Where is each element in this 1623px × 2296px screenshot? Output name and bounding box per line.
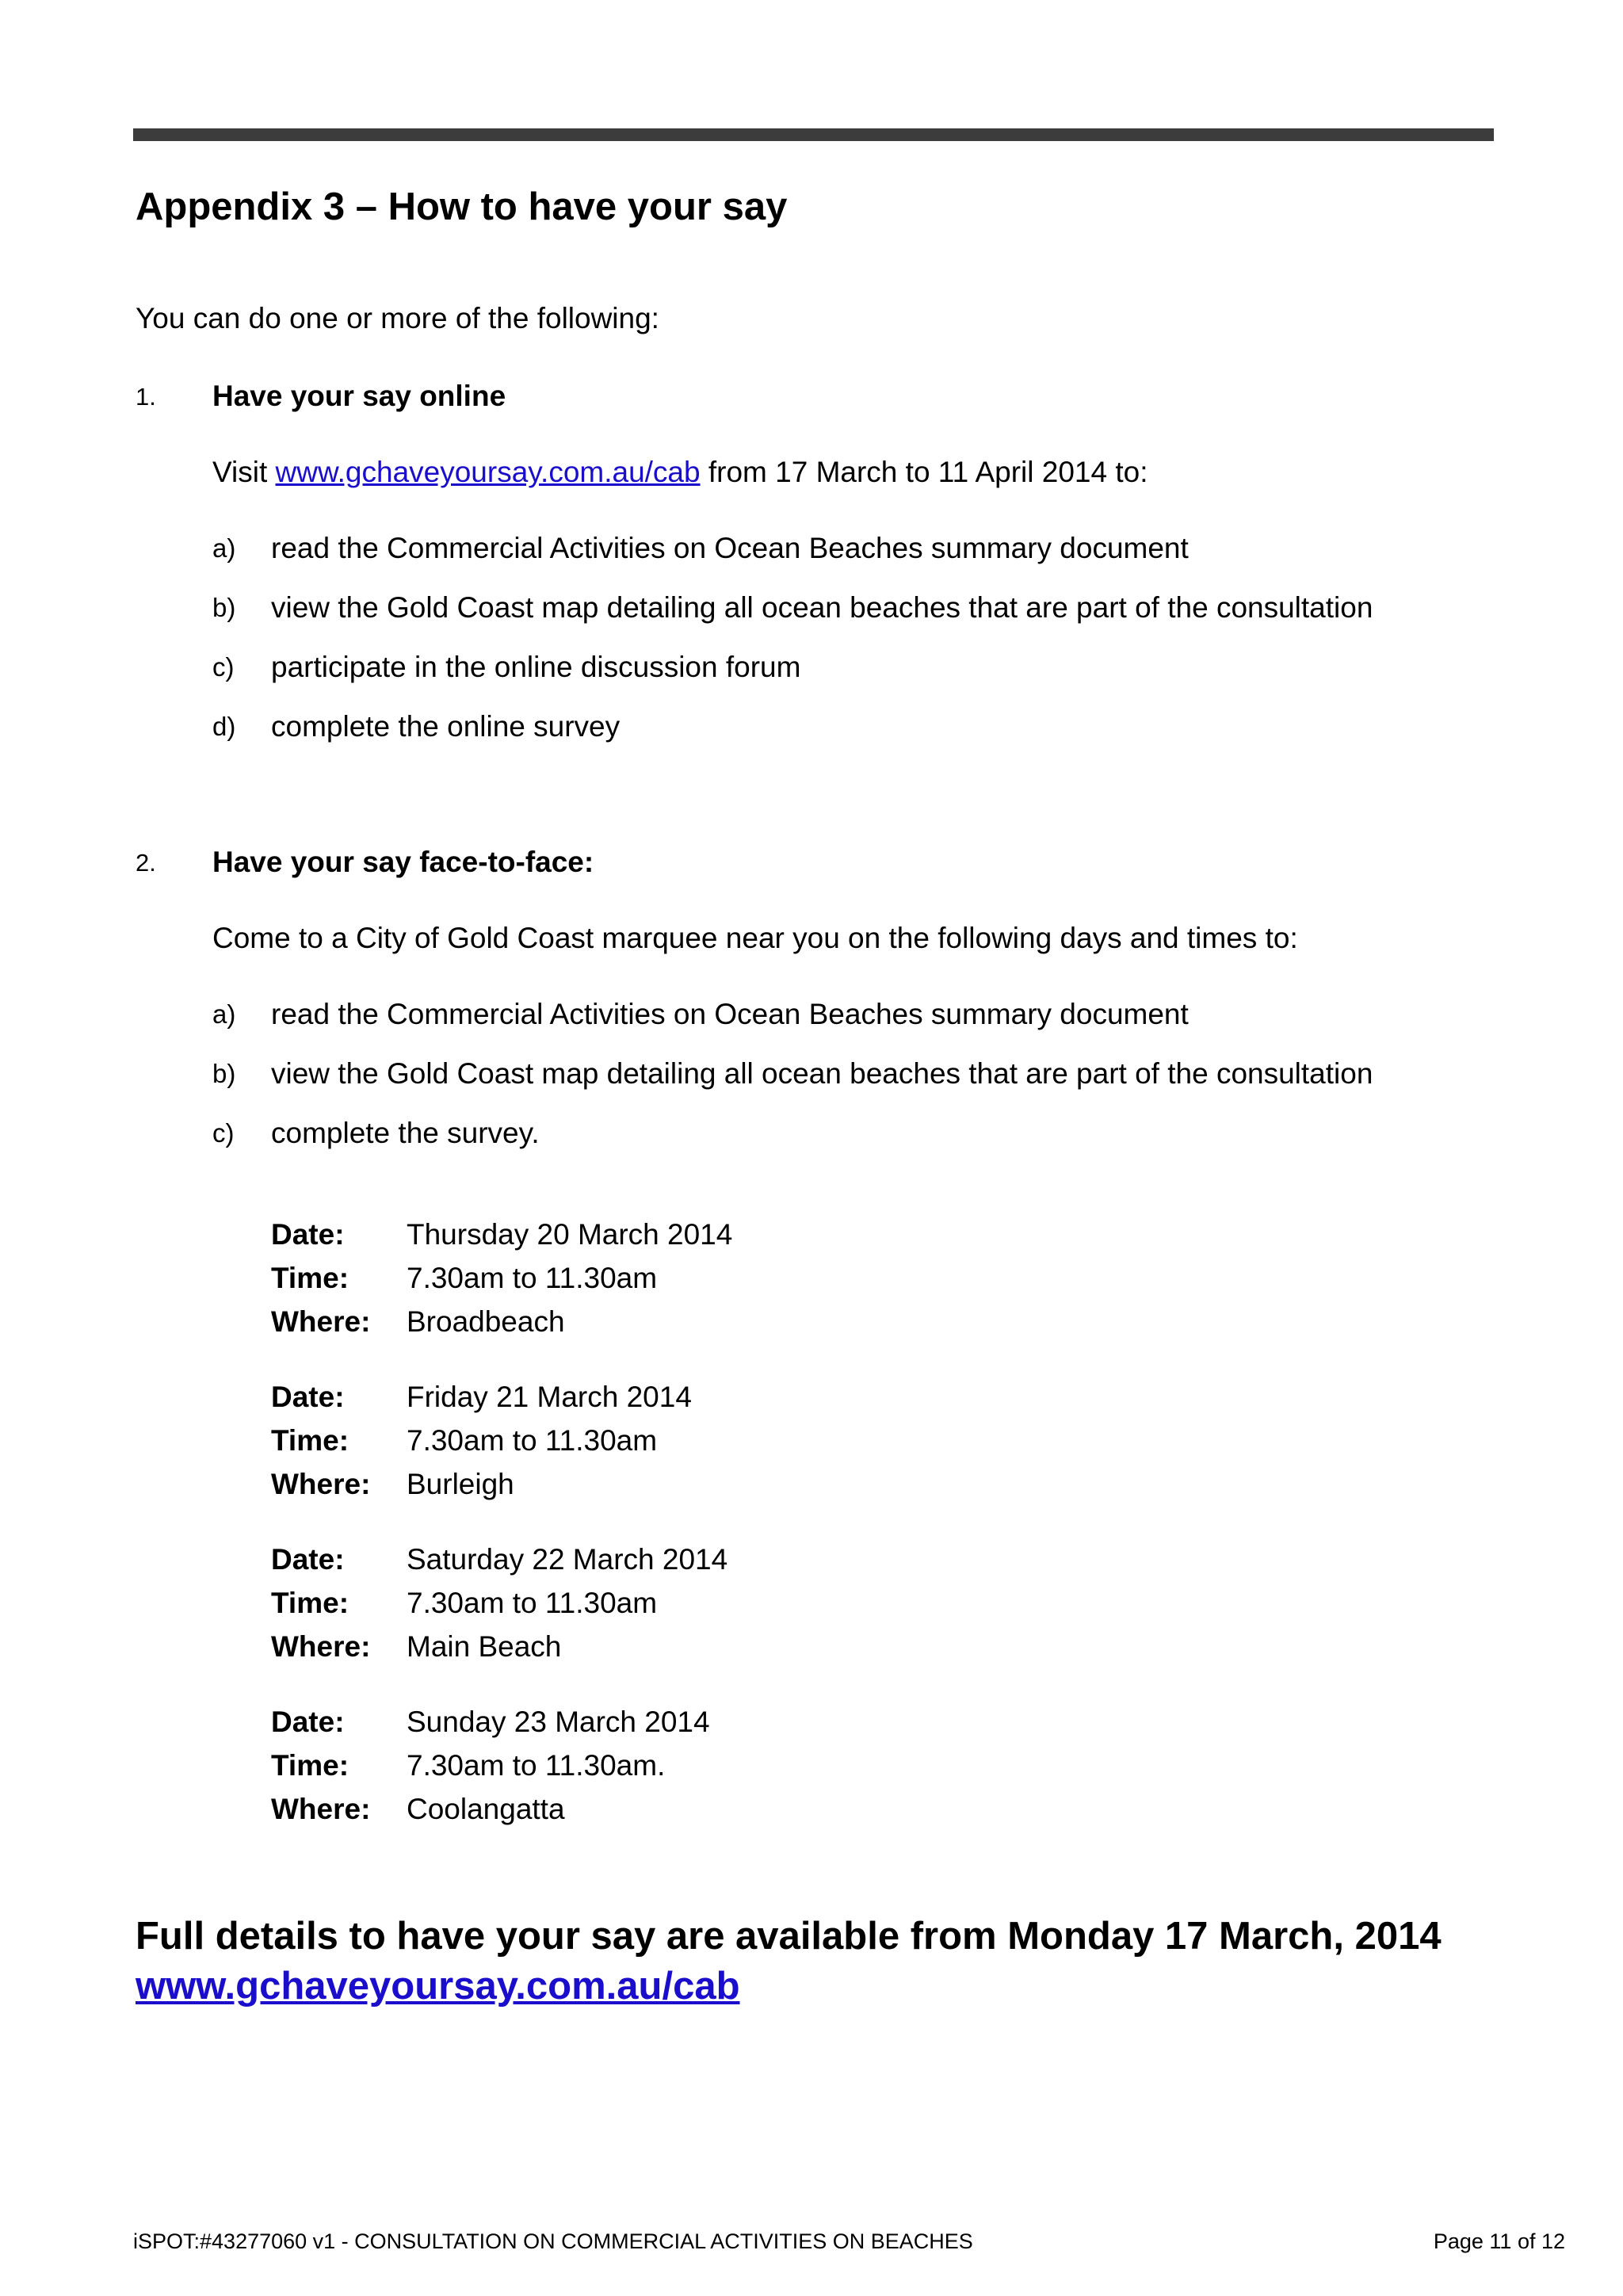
section-2-lead: Come to a City of Gold Coast marquee near you on the following days and times to: bbox=[212, 922, 1298, 954]
session-where-label: Where: bbox=[271, 1793, 371, 1825]
visit-link[interactable]: www.gchaveyoursay.com.au/cab bbox=[275, 456, 701, 488]
s1-item-c-text: participate in the online discussion forum bbox=[271, 651, 801, 683]
s2-item-b-letter: b) bbox=[212, 1059, 236, 1088]
session-time: 7.30am to 11.30am. bbox=[407, 1749, 666, 1782]
session-time: 7.30am to 11.30am bbox=[407, 1587, 658, 1619]
session-where-label: Where: bbox=[271, 1630, 371, 1663]
s1-item-a-text: read the Commercial Activities on Ocean Beaches summary document bbox=[271, 532, 1189, 564]
s1-item-c-letter: c) bbox=[212, 652, 235, 682]
session-time-label: Time: bbox=[271, 1424, 349, 1457]
s1-item-a-letter: a) bbox=[212, 533, 236, 563]
session-where-label: Where: bbox=[271, 1468, 371, 1500]
intro-text: You can do one or more of the following: bbox=[136, 302, 659, 334]
s2-item-a-text: read the Commercial Activities on Ocean Beaches summary document bbox=[271, 998, 1189, 1030]
s2-item-c-text: complete the survey. bbox=[271, 1117, 540, 1149]
section-1-number: 1. bbox=[136, 383, 156, 411]
section-1-title: Have your say online bbox=[212, 380, 506, 412]
session-time: 7.30am to 11.30am bbox=[407, 1262, 658, 1294]
footer-page-number: Page 11 of 12 bbox=[1433, 2229, 1565, 2253]
session-date: Thursday 20 March 2014 bbox=[407, 1218, 733, 1251]
session-date: Sunday 23 March 2014 bbox=[407, 1706, 710, 1738]
session-time-label: Time: bbox=[271, 1749, 349, 1782]
session-where: Main Beach bbox=[407, 1630, 562, 1663]
visit-suffix: from 17 March to 11 April 2014 to: bbox=[700, 456, 1148, 488]
session-date-label: Date: bbox=[271, 1218, 345, 1251]
closing-statement: Full details to have your say are available from Monday 17 March, 2014 bbox=[136, 1915, 1442, 1958]
s2-item-b-text: view the Gold Coast map detailing all ocean beaches that are part of the consultation bbox=[271, 1057, 1373, 1090]
header-rule bbox=[133, 128, 1494, 141]
session-date: Friday 21 March 2014 bbox=[407, 1381, 692, 1413]
s2-item-a-letter: a) bbox=[212, 999, 236, 1029]
session-time: 7.30am to 11.30am bbox=[407, 1424, 658, 1457]
s1-item-b-text: view the Gold Coast map detailing all ocean beaches that are part of the consultation bbox=[271, 591, 1373, 624]
session-date-label: Date: bbox=[271, 1381, 345, 1413]
s1-item-d-letter: d) bbox=[212, 712, 236, 741]
page-title: Appendix 3 – How to have your say bbox=[136, 185, 788, 228]
section-2-number: 2. bbox=[136, 849, 156, 877]
session-date-label: Date: bbox=[271, 1543, 345, 1576]
s2-item-c-letter: c) bbox=[212, 1118, 235, 1148]
session-where-label: Where: bbox=[271, 1305, 371, 1338]
session-where: Broadbeach bbox=[407, 1305, 565, 1338]
visit-prefix: Visit bbox=[212, 456, 276, 488]
footer-doc-ref: iSPOT:#43277060 v1 - CONSULTATION ON COMMERCIAL ACTIVITIES ON BEACHES bbox=[133, 2229, 973, 2253]
session-date-label: Date: bbox=[271, 1706, 345, 1738]
visit-line bbox=[212, 455, 1148, 490]
s1-item-b-letter: b) bbox=[212, 593, 236, 622]
s1-item-d-text: complete the online survey bbox=[271, 710, 621, 743]
session-time-label: Time: bbox=[271, 1262, 349, 1294]
session-where: Coolangatta bbox=[407, 1793, 565, 1825]
section-2-title: Have your say face-to-face: bbox=[212, 846, 594, 878]
closing-link[interactable]: www.gchaveyoursay.com.au/cab bbox=[136, 1965, 740, 2008]
session-where: Burleigh bbox=[407, 1468, 514, 1500]
session-time-label: Time: bbox=[271, 1587, 349, 1619]
session-date: Saturday 22 March 2014 bbox=[407, 1543, 728, 1576]
